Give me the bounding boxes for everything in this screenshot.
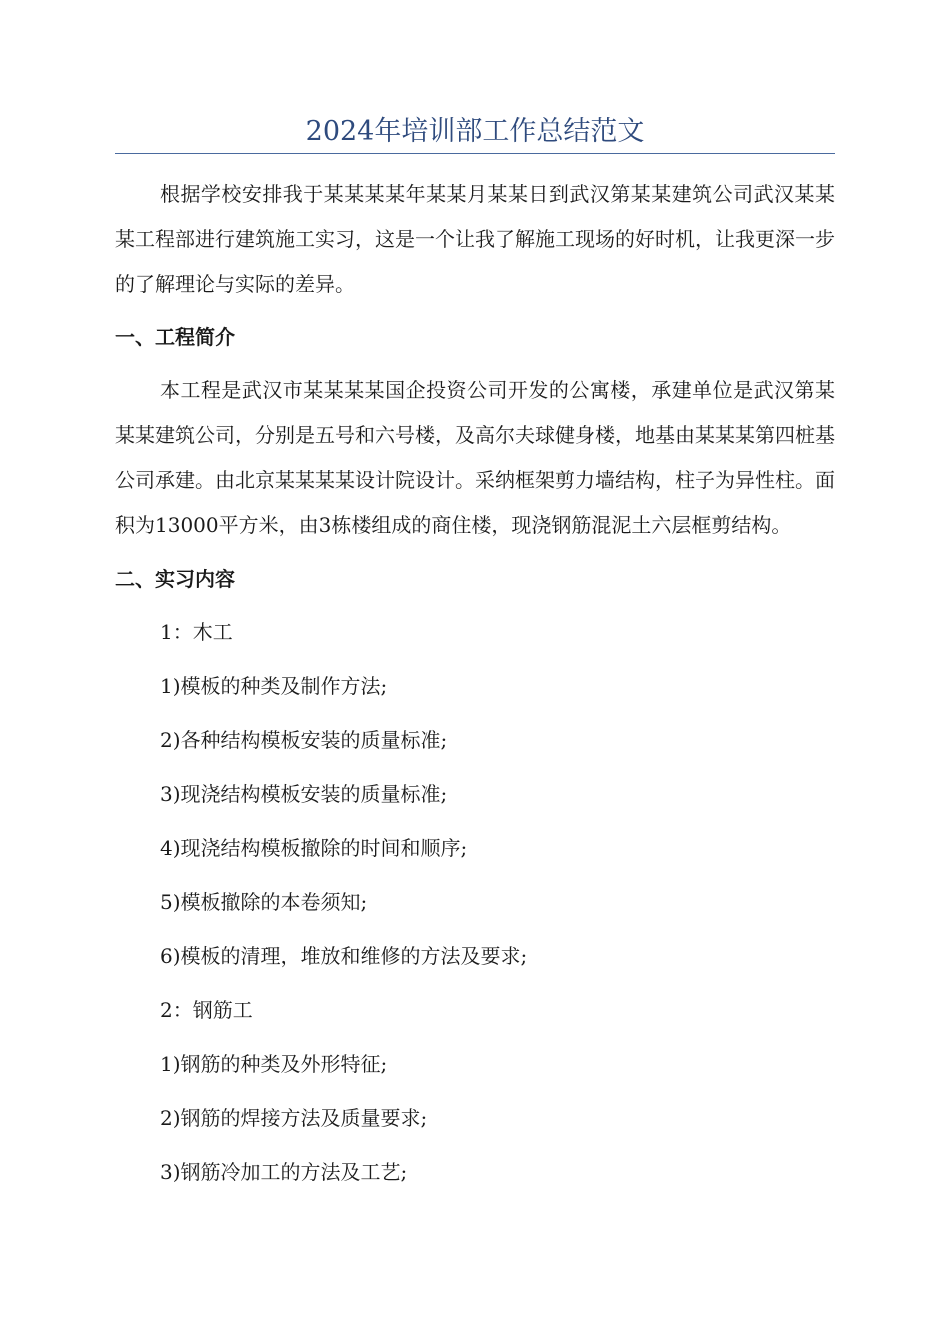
spacer (115, 602, 835, 610)
section-heading-content: 二、实习内容 (115, 567, 235, 591)
spacer (115, 709, 835, 718)
document-title: 2024年培训部工作总结范文 (305, 116, 645, 147)
spacer (115, 1087, 835, 1096)
spacer (115, 1141, 835, 1150)
list-item: 1)模板的种类及制作方法; (160, 674, 388, 698)
spacer (115, 655, 835, 664)
spacer (115, 817, 835, 826)
list-item: 1：木工 (160, 620, 233, 644)
title-underline (115, 153, 835, 154)
spacer (115, 871, 835, 880)
spacer (115, 548, 835, 557)
intro-paragraph: 根据学校安排我于某某某某年某某月某某日到武汉第某某建筑公司武汉某某某工程部进行建筑施工实习，这是一个让我了解施工现场的好时机，让我更深一步的了解理论与实际的差异。 (115, 182, 835, 296)
overview-paragraph: 本工程是武汉市某某某某国企投资公司开发的公寓楼，承建单位是武汉第某某某建筑公司，分别是五号和六号楼，及高尔夫球健身楼，地基由某某某第四桩基公司承建。由北京某某某某设计院设计。采纳框架剪力墙结构，柱子为异性柱。面积为13000平方米，由3栋楼组成的商住楼，现浇钢筋混泥土六层框剪结构。 (115, 378, 835, 537)
spacer (115, 925, 835, 934)
spacer (115, 1033, 835, 1042)
list-item: 2)钢筋的焊接方法及质量要求; (160, 1106, 428, 1130)
list-item: 5)模板撤除的本卷须知; (160, 890, 368, 914)
section-heading-overview: 一、工程简介 (115, 325, 235, 349)
list-item: 3)现浇结构模板安装的质量标准; (160, 782, 448, 806)
list-item: 3)钢筋冷加工的方法及工艺; (160, 1160, 408, 1184)
list-item: 4)现浇结构模板撤除的时间和顺序; (160, 836, 468, 860)
spacer (115, 979, 835, 988)
spacer (115, 360, 835, 368)
document-body (115, 172, 835, 1195)
spacer (115, 763, 835, 772)
spacer (115, 307, 835, 315)
list-item: 2)各种结构模板安装的质量标准; (160, 728, 448, 752)
list-item: 6)模板的清理，堆放和维修的方法及要求; (160, 944, 528, 968)
list-item: 2：钢筋工 (160, 998, 253, 1022)
list-item: 1)钢筋的种类及外形特征; (160, 1052, 388, 1076)
